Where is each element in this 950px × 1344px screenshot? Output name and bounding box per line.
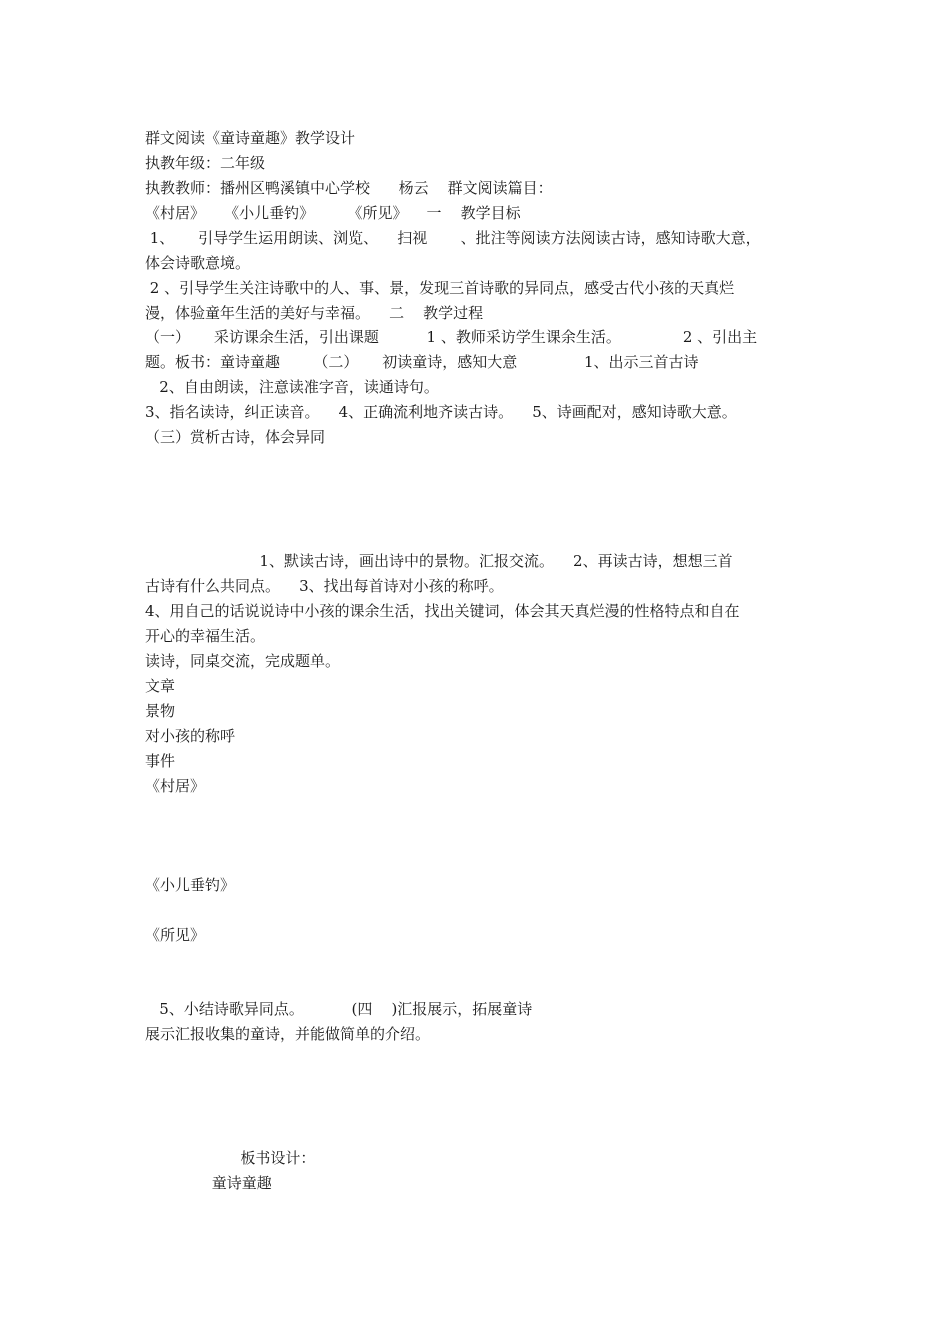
process-read-aloud: 2、自由朗读，注意读准字音，读通诗句。 — [145, 378, 439, 396]
teacher-line: 执教教师：播州区鸭溪镇中心学校 杨云 群文阅读篇目： — [145, 179, 553, 197]
appreciation-line-2: 古诗有什么共同点。 3、找出每首诗对小孩的称呼。 — [145, 577, 504, 595]
table-row-suojian: 《所见》 — [145, 926, 206, 944]
table-header-article: 文章 — [145, 677, 176, 695]
poems-objectives-line: 《村居》 《小儿垂钓》 《所见》 一 教学目标 — [145, 204, 521, 222]
process-step-3-heading: （三）赏析古诗，体会异同 — [145, 428, 326, 446]
table-header-event: 事件 — [145, 752, 176, 770]
objective-1-cont: 体会诗歌意境。 — [145, 254, 251, 272]
appreciation-line-4: 开心的幸福生活。 — [145, 627, 266, 645]
process-step-2: 题。板书：童诗童趣 （二） 初读童诗，感知大意 1、出示三首古诗 — [145, 353, 699, 371]
appreciation-line-3: 4、用自己的话说说诗中小孩的课余生活，找出关键词，体会其天真烂漫的性格特点和自在 — [145, 602, 740, 620]
objective-2-line: 2 、引导学生关注诗歌中的人、事、景，发现三首诗歌的异同点，感受古代小孩的天真烂 — [145, 279, 735, 297]
table-row-xiaoer-chuidiao: 《小儿垂钓》 — [145, 876, 236, 894]
process-read-steps: 3、指名读诗，纠正读音。 4、正确流利地齐读古诗。 5、诗画配对，感知诗歌大意。 — [145, 403, 737, 421]
process-step-1: （一） 采访课余生活，引出课题 1 、教师采访学生课余生活。 2 、引出主 — [145, 328, 758, 346]
showcase-line: 展示汇报收集的童诗，并能做简单的介绍。 — [145, 1025, 431, 1043]
worksheet-instruction: 读诗，同桌交流，完成题单。 — [145, 652, 341, 670]
doc-title: 群文阅读《童诗童趣》教学设计 — [145, 129, 356, 147]
board-design-heading: 板书设计： — [145, 1149, 316, 1167]
table-row-cunju: 《村居》 — [145, 777, 206, 795]
summary-line: 5、小结诗歌异同点。 (四 )汇报展示，拓展童诗 — [145, 1000, 533, 1018]
appreciation-line-1: 1、默读古诗，画出诗中的景物。汇报交流。 2、再读古诗，想想三首 — [145, 552, 733, 570]
table-header-scenery: 景物 — [145, 702, 176, 720]
table-header-address: 对小孩的称呼 — [145, 727, 236, 745]
board-design-title: 童诗童趣 — [145, 1174, 272, 1192]
objective-2-cont: 漫，体验童年生活的美好与幸福。 二 教学过程 — [145, 304, 484, 322]
grade-line: 执教年级：二年级 — [145, 154, 266, 172]
objective-1-line: 1、 引导学生运用朗读、浏览、 扫视 、批注等阅读方法阅读古诗，感知诗歌大意， — [145, 229, 761, 247]
